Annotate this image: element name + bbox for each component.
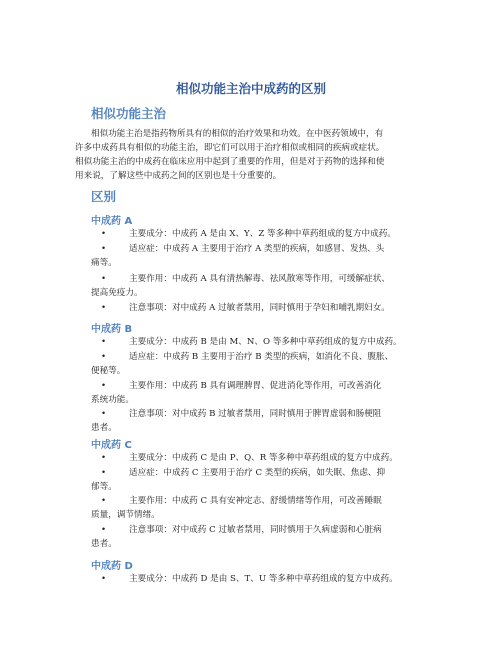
list-item-text: 主要作用：中成药 A 具有清热解毒、祛风散寒等作用，可缓解症状、 <box>129 274 390 284</box>
bullet-icon: • <box>101 303 107 313</box>
list-item-text: 主要作用：中成药 B 具有调理脾胃、促进消化等作用，可改善消化 <box>129 381 382 391</box>
drug-heading-b: 中成药 B <box>91 324 133 335</box>
bullet-icon: • <box>101 574 107 584</box>
list-item <box>91 272 440 300</box>
drug-heading-a: 中成药 A <box>91 216 133 227</box>
document-title: 相似功能主治中成药的区别 <box>175 81 326 96</box>
bullet-icon: • <box>101 496 107 506</box>
list-item-text: 主要成分：中成药 C 是由 P、Q、R 等多种中草药组成的复方中成药。 <box>129 453 398 463</box>
list-item <box>91 227 440 241</box>
bullet-icon: • <box>101 352 107 362</box>
intro-paragraph <box>75 127 415 183</box>
bullet-icon: • <box>101 453 107 463</box>
list-item-text-cont: 系统功能。 <box>91 395 134 405</box>
bullet-icon: • <box>101 525 107 535</box>
list-item-text-cont: 郁等。 <box>91 482 117 492</box>
list-item-text: 主要作用：中成药 C 具有安神定志、舒缓情绪等作用，可改善睡眠 <box>129 496 382 506</box>
list-item-text: 主要成分：中成药 D 是由 S、T、U 等多种中草药组成的复方中成药。 <box>129 574 398 584</box>
list-item-text: 主要成分：中成药 B 是由 M、N、O 等多种中草药组成的复方中成药。 <box>129 337 402 347</box>
list-item <box>91 350 440 378</box>
bullet-icon: • <box>101 244 107 254</box>
list-item <box>91 523 440 551</box>
list-item-text: 适应症：中成药 A 主要用于治疗 A 类型的疾病，如感冒、发热、头 <box>129 244 385 254</box>
list-item <box>91 466 440 494</box>
list-item <box>91 494 440 522</box>
paragraph-line: 相似功能主治是指药物所具有的相似的治疗效果和功效。在中医药领域中，有 <box>91 129 384 139</box>
list-item-text-cont: 提高免疫力。 <box>91 288 143 298</box>
drug-heading-d: 中成药 D <box>91 561 133 572</box>
bullet-icon: • <box>101 337 107 347</box>
bullet-icon: • <box>101 229 107 239</box>
list-item-text: 适应症：中成药 C 主要用于治疗 C 类型的疾病，如失眠、焦虑、抑 <box>129 468 386 478</box>
list-item <box>91 242 440 270</box>
list-item-text: 适应症：中成药 B 主要用于治疗 B 类型的疾病，如消化不良、腹胀、 <box>129 352 394 362</box>
list-item-text: 注意事项：对中成药 C 过敏者禁用，同时慎用于久病虚弱和心脏病 <box>129 525 382 535</box>
list-item-text-cont: 患者。 <box>91 423 117 433</box>
list-item <box>91 407 440 435</box>
list-item-text-cont: 患者。 <box>91 539 117 549</box>
bullet-icon: • <box>101 468 107 478</box>
list-item <box>91 572 440 586</box>
paragraph-line: 相似功能主治的中成药在临床应用中起到了重要的作用，但是对于药物的选择和使 <box>75 157 385 167</box>
bullet-icon: • <box>101 409 107 419</box>
list-item <box>91 451 440 465</box>
section-heading-differences: 区别 <box>91 189 117 204</box>
bullet-icon: • <box>101 274 107 284</box>
list-item <box>91 301 440 315</box>
paragraph-line: 许多中成药具有相似的功能主治，即它们可以用于治疗相似或相同的疾病或症状。 <box>75 143 385 153</box>
list-item <box>91 379 440 407</box>
paragraph-line: 用来说，了解这些中成药之间的区别也是十分重要的。 <box>75 171 282 181</box>
list-item-text-cont: 痛等。 <box>91 258 117 268</box>
list-item-text-cont: 便秘等。 <box>91 366 126 376</box>
list-item-text: 注意事项：对中成药 A 过敏者禁用，同时慎用于孕妇和哺乳期妇女。 <box>129 303 390 313</box>
bullet-icon: • <box>101 381 107 391</box>
section-heading-similar-functions: 相似功能主治 <box>91 106 167 121</box>
list-item <box>91 335 440 349</box>
list-item-text: 注意事项：对中成药 B 过敏者禁用，同时慎用于脾胃虚弱和肠梗阻 <box>129 409 382 419</box>
list-item-text-cont: 质量，调节情绪。 <box>91 510 160 520</box>
list-item-text: 主要成分：中成药 A 是由 X、Y、Z 等多种中草药组成的复方中成药。 <box>129 229 396 239</box>
drug-heading-c: 中成药 C <box>91 440 132 451</box>
